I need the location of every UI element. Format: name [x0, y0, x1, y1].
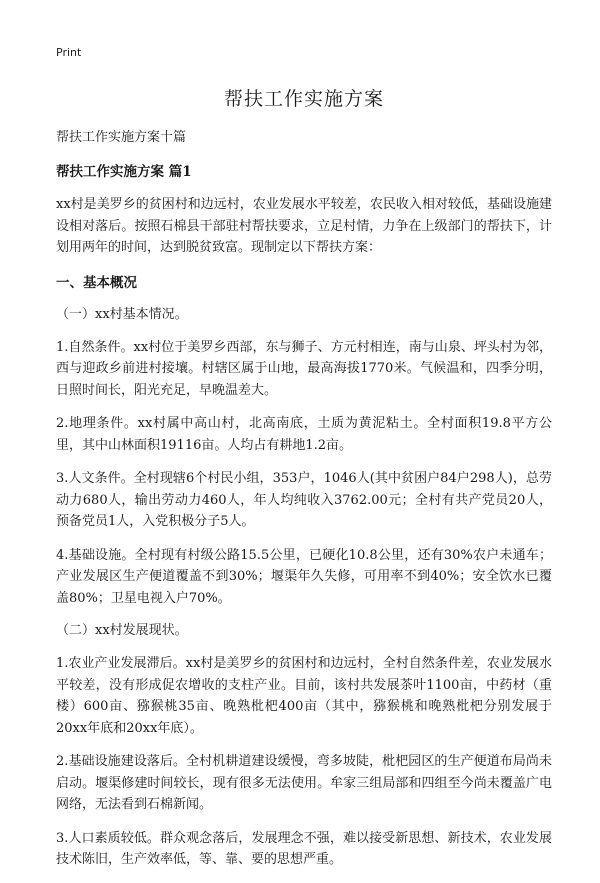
- paragraph-infrastructure-lagging: 2.基础设施建设落后。全村机耕道建设缓慢，弯多坡陡，枇杷园区的生产便道布局尚未启动。堰渠修建时间较长，现有很多无法使用。牟家三组局部和四组至今尚未覆盖广电网络，无法看到石棉新闻。: [56, 754, 552, 812]
- subsection-heading-development-status: （二）xx村发展现状。: [56, 623, 188, 638]
- subsection-heading-village-basics: （一）xx村基本情况。: [56, 306, 188, 322]
- document-page: [56, 46, 552, 883]
- document-subtitle: 帮扶工作实施方案十篇: [56, 130, 187, 145]
- print-label[interactable]: Print: [56, 46, 82, 59]
- paragraph-geographic-conditions: 2.地理条件。xx村属中高山村，北高南底，土质为黄泥粘土。全村面积19.8平方公里，其中山林面积19116亩。人均占有耕地1.2亩。: [56, 416, 552, 453]
- paragraph-population-quality: 3.人口素质较低。群众观念落后，发展理念不强，难以接受新思想、新技术，农业发展技术陈旧，生产效率低，等、靠、要的思想严重。: [56, 830, 552, 867]
- paragraph-natural-conditions: 1.自然条件。xx村位于美罗乡西部，东与狮子、方元村相连，南与山泉、坪头村为邻，西与迎政乡前进村接壤。村辖区属于山地，最高海拔1770米。气候温和，四季分明，日照时间长，阳光充足，早晚温差大。: [56, 339, 552, 398]
- paragraph-human-conditions: 3.人文条件。全村现辖6个村民小组，353户，1046人(其中贫困户84户298人)，总劳动力680人，输出劳动力460人，年人均纯收入3762.00元；全村有共产党员20人，预备党员1人，入党积极分子5人。: [56, 471, 552, 529]
- paragraph-infrastructure: 4.基础设施。全村现有村级公路15.5公里，已硬化10.8公里，还有30%农户未通车；产业发展区生产便道覆盖不到30%；堰渠年久失修，可用率不到40%；安全饮水已覆盖80%；卫星电视入户70%。: [56, 547, 552, 606]
- page-title: 帮扶工作实施方案: [223, 88, 384, 110]
- article-title: 帮扶工作实施方案 篇1: [56, 164, 192, 180]
- intro-paragraph: xx村是美罗乡的贫困村和边远村，农业发展水平较差，农民收入相对较低，基础设施建设相对落后。按照石棉县干部驻村帮扶要求，立足村情，力争在上级部门的帮扶下，计划用两年的时间，达到脱贫致富。现制定以下帮扶方案：: [56, 197, 552, 255]
- paragraph-agriculture-lagging: 1.农业产业发展滞后。xx村是美罗乡的贫困村和边远村，全村自然条件差，农业发展水平较差，没有形成促农增收的支柱产业。目前，该村共发展茶叶1100亩，中药材（重楼）600亩、猕猴桃35亩、晚熟枇杷400亩（其中，猕猴桃和晚熟枇杷分别发展于20xx年底和20xx年底）。: [56, 656, 552, 736]
- section-heading-basic-overview: 一、基本概况: [56, 274, 137, 291]
